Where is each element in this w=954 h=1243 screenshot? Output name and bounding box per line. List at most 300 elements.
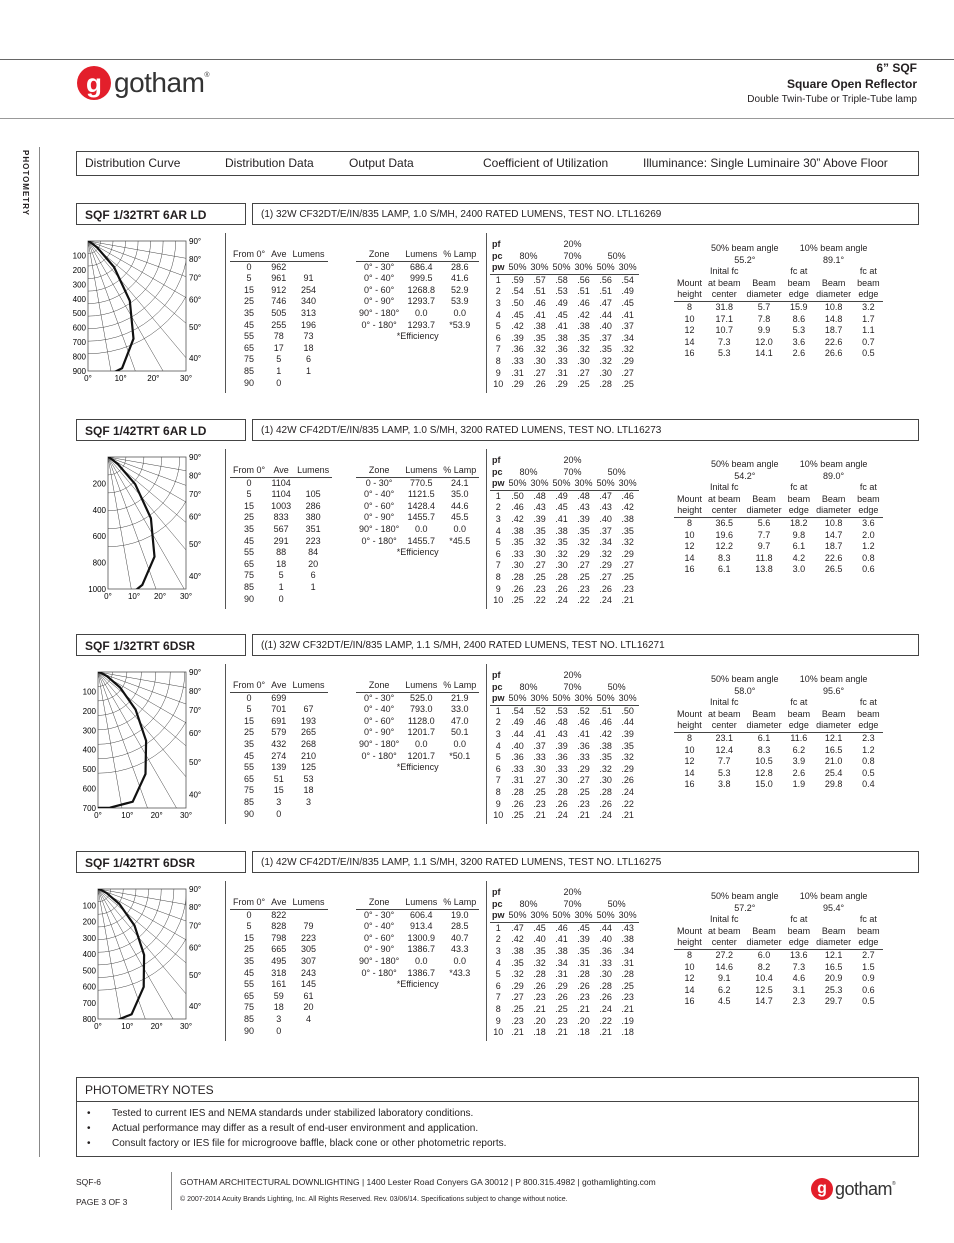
table-cell: .45 bbox=[555, 502, 568, 513]
table-cell: 4 bbox=[495, 740, 501, 751]
distribution-table bbox=[230, 465, 332, 605]
cu-label: pf bbox=[492, 887, 501, 897]
notes-title: PHOTOMETRY NOTES bbox=[77, 1078, 918, 1102]
table-row bbox=[490, 1004, 639, 1016]
section-title: SQF 1/42TRT 6DSR bbox=[76, 851, 246, 873]
table-cell: 4 bbox=[305, 1013, 311, 1024]
table-cell: .25 bbox=[511, 1003, 524, 1014]
table-row bbox=[356, 273, 479, 285]
table-cell: 193 bbox=[300, 715, 316, 726]
table-row bbox=[230, 285, 328, 297]
table-cell: 999.5 bbox=[409, 273, 433, 284]
table-cell: 5 bbox=[246, 489, 252, 500]
table-cell: 7 bbox=[495, 992, 501, 1003]
angle-label: 90° bbox=[189, 237, 202, 246]
table-cell: 5.3 bbox=[718, 348, 731, 359]
table-cell: 318 bbox=[271, 967, 287, 978]
table-cell: .26 bbox=[533, 379, 546, 390]
radial-label: 700 bbox=[82, 998, 96, 1008]
column-header: Lumens bbox=[402, 249, 440, 261]
table-cell: .29 bbox=[511, 980, 524, 991]
table-cell: 223 bbox=[305, 535, 321, 546]
table-row bbox=[230, 921, 328, 933]
table-row bbox=[490, 526, 639, 538]
table-cell: 5 bbox=[278, 570, 284, 581]
column-header: Zone bbox=[356, 249, 402, 261]
ill-header-2 bbox=[674, 494, 883, 506]
candela-curve bbox=[98, 889, 144, 1023]
table-cell: .41 bbox=[555, 321, 568, 332]
table-cell: .32 bbox=[621, 752, 634, 763]
table-cell: 12.5 bbox=[755, 984, 773, 995]
table-cell: 8 bbox=[495, 355, 501, 366]
column-header: diameter bbox=[744, 505, 785, 517]
table-cell: .33 bbox=[599, 957, 612, 968]
table-cell: .38 bbox=[511, 525, 524, 536]
cu-pw-value: 30% bbox=[573, 693, 595, 705]
table-cell: 5 bbox=[495, 969, 501, 980]
column-header: height bbox=[674, 505, 705, 517]
cu-pw-value: 50% bbox=[551, 262, 573, 274]
table-row bbox=[490, 775, 639, 787]
column-header: fc at bbox=[859, 697, 877, 708]
table-cell: 210 bbox=[300, 750, 316, 761]
cu-pw-value: 30% bbox=[573, 262, 595, 274]
table-cell: .25 bbox=[511, 810, 524, 821]
table-cell: .21 bbox=[577, 1003, 590, 1014]
table-cell: 961 bbox=[271, 273, 287, 284]
ill-header-3 bbox=[674, 505, 883, 517]
efficiency-note: *Efficiency bbox=[396, 547, 439, 558]
beam-angle-value: 95.4° bbox=[823, 902, 845, 913]
table-cell: 5 bbox=[495, 752, 501, 763]
table-cell: 0° - 60° bbox=[364, 715, 395, 726]
table-row bbox=[230, 933, 328, 945]
table-cell: .49 bbox=[555, 490, 568, 501]
beam-angle-label: 10% beam angle bbox=[799, 459, 868, 469]
table-cell: 28.5 bbox=[451, 921, 469, 932]
angle-label: 10° bbox=[121, 811, 134, 820]
table-cell: .28 bbox=[555, 571, 568, 582]
table-row bbox=[356, 727, 479, 739]
table-cell: .32 bbox=[533, 957, 546, 968]
angle-label: 70° bbox=[189, 273, 202, 283]
table-cell: .48 bbox=[577, 490, 590, 501]
angle-label: 60° bbox=[189, 943, 202, 953]
table-cell: .40 bbox=[511, 740, 524, 751]
table-cell: 5 bbox=[495, 321, 501, 332]
table-cell: 25.3 bbox=[824, 984, 843, 995]
table-cell: 0° - 90° bbox=[364, 512, 395, 523]
table-cell: 19.0 bbox=[451, 909, 469, 920]
table-cell: 45 bbox=[244, 319, 255, 330]
table-cell: .42 bbox=[511, 513, 524, 524]
table-cell: .45 bbox=[533, 922, 546, 933]
table-cell: 1386.7 bbox=[407, 944, 436, 955]
angle-label: 30° bbox=[179, 374, 193, 383]
table-row bbox=[230, 343, 328, 355]
table-cell: .41 bbox=[577, 728, 590, 739]
table-cell: 3 bbox=[276, 796, 282, 807]
table-cell: .40 bbox=[533, 934, 546, 945]
table-cell: .34 bbox=[599, 537, 612, 548]
table-cell: .23 bbox=[511, 1015, 524, 1026]
table-row bbox=[674, 337, 883, 349]
table-row bbox=[356, 501, 479, 513]
table-cell: .39 bbox=[533, 513, 546, 524]
table-cell: .42 bbox=[577, 309, 590, 320]
table-cell: .35 bbox=[533, 945, 546, 956]
radial-label: 400 bbox=[72, 294, 86, 304]
cu-pc-row bbox=[490, 467, 639, 479]
table-cell: 26.5 bbox=[824, 564, 843, 575]
angle-label: 60° bbox=[189, 512, 202, 522]
table-cell bbox=[289, 261, 327, 273]
angle-label: 20° bbox=[150, 811, 163, 820]
table-row bbox=[674, 949, 883, 961]
table-cell: 40.7 bbox=[451, 932, 469, 943]
table-cell: 3.0 bbox=[792, 564, 806, 575]
side-bar bbox=[0, 147, 40, 1157]
column-header: % Lamp bbox=[440, 465, 479, 477]
table-cell: 23.1 bbox=[715, 732, 734, 743]
table-cell: 0.0 bbox=[414, 955, 428, 966]
column-header: Ave bbox=[268, 249, 289, 261]
table-cell: .32 bbox=[533, 344, 546, 355]
table-cell: 33.0 bbox=[451, 704, 469, 715]
table-cell: .54 bbox=[511, 286, 524, 297]
angle-label: 70° bbox=[189, 921, 202, 931]
table-cell: .35 bbox=[577, 332, 590, 343]
beam-angle-row bbox=[674, 459, 883, 471]
cu-pw-value: 30% bbox=[617, 478, 639, 490]
table-cell: 0 bbox=[246, 261, 252, 272]
column-divider bbox=[486, 233, 487, 393]
table-row bbox=[490, 969, 639, 981]
column-header: Mount bbox=[677, 277, 703, 288]
section-tabs bbox=[76, 151, 919, 176]
cu-pw-value: 30% bbox=[529, 693, 551, 705]
table-cell: .39 bbox=[577, 934, 590, 945]
table-cell: .44 bbox=[599, 922, 612, 933]
table-row bbox=[490, 981, 639, 993]
table-cell: .51 bbox=[599, 286, 612, 297]
table-cell: 5 bbox=[276, 354, 282, 365]
table-cell: .23 bbox=[621, 583, 634, 594]
table-cell: .32 bbox=[533, 537, 546, 548]
table-cell: 90° - 180° bbox=[359, 738, 400, 749]
angle-label: 80° bbox=[189, 255, 202, 265]
table-cell: 14 bbox=[684, 984, 695, 995]
table-cell: .51 bbox=[577, 286, 590, 297]
column-header: beam bbox=[787, 277, 811, 288]
angle-label: 80° bbox=[189, 687, 202, 697]
table-cell: .53 bbox=[555, 705, 568, 716]
table-cell: 35 bbox=[244, 523, 255, 534]
table-cell: .43 bbox=[621, 922, 634, 933]
ill-header-2 bbox=[674, 926, 883, 938]
table-cell: 254 bbox=[300, 284, 316, 295]
table-cell: 18 bbox=[276, 558, 287, 569]
table-cell: 15 bbox=[244, 500, 255, 511]
candela-curve bbox=[108, 457, 155, 603]
cu-pw-row bbox=[490, 910, 639, 922]
table-cell: .41 bbox=[621, 309, 634, 320]
table-cell: 17 bbox=[273, 342, 284, 353]
beam-angle-value: 58.0° bbox=[734, 685, 756, 696]
gotham-g-icon: g bbox=[811, 1178, 833, 1200]
column-header: edge bbox=[854, 289, 883, 301]
table-cell: .25 bbox=[577, 379, 590, 390]
cu-pw-value: 50% bbox=[507, 910, 529, 922]
beam-angle-label: 50% beam angle bbox=[711, 674, 779, 684]
cu-pw-value: 50% bbox=[507, 262, 529, 274]
table-cell: 4.5 bbox=[718, 996, 731, 1007]
column-divider bbox=[225, 664, 226, 824]
cu-pw-value: 50% bbox=[595, 478, 617, 490]
table-cell: 73 bbox=[303, 331, 314, 342]
table-cell bbox=[289, 909, 327, 921]
table-cell: 3.9 bbox=[792, 756, 806, 767]
table-cell: 16.5 bbox=[824, 961, 843, 972]
table-cell: 268 bbox=[300, 738, 316, 749]
table-cell: .50 bbox=[511, 490, 524, 501]
table-row bbox=[490, 379, 639, 391]
table-cell: 19.6 bbox=[715, 529, 734, 540]
footer-page: PAGE 3 OF 3 bbox=[76, 1197, 128, 1207]
table-cell: .30 bbox=[555, 560, 568, 571]
table-cell: 255 bbox=[271, 319, 287, 330]
table-cell: .25 bbox=[533, 571, 546, 582]
table-cell: .36 bbox=[599, 945, 612, 956]
table-row bbox=[490, 560, 639, 572]
table-cell: 18.7 bbox=[824, 541, 843, 552]
table-cell: 0° - 30° bbox=[364, 909, 395, 920]
table-cell: .21 bbox=[533, 810, 546, 821]
table-row bbox=[490, 729, 639, 741]
column-header: diameter bbox=[744, 937, 785, 949]
table-cell: .50 bbox=[511, 297, 524, 308]
table-cell: 0 bbox=[246, 692, 252, 703]
cu-pw-value: 30% bbox=[529, 910, 551, 922]
table-cell: .41 bbox=[533, 309, 546, 320]
table-row bbox=[230, 774, 328, 786]
table-cell: .38 bbox=[555, 945, 568, 956]
table-row bbox=[674, 962, 883, 974]
table-cell: .28 bbox=[511, 786, 524, 797]
table-cell: 10.7 bbox=[715, 325, 734, 336]
table-cell: 0.7 bbox=[862, 336, 875, 347]
table-cell: .20 bbox=[533, 1015, 546, 1026]
polar-frame bbox=[88, 241, 186, 371]
angle-label: 80° bbox=[189, 471, 202, 481]
table-cell: .23 bbox=[533, 798, 546, 809]
angle-label: 0° bbox=[84, 374, 92, 383]
table-cell: 43.3 bbox=[451, 944, 469, 955]
table-row bbox=[674, 553, 883, 565]
table-cell: .31 bbox=[511, 367, 524, 378]
table-cell: .47 bbox=[599, 297, 612, 308]
table-cell: .25 bbox=[511, 595, 524, 606]
column-header: Lumens bbox=[402, 680, 440, 692]
table-cell: *53.9 bbox=[449, 319, 471, 330]
column-header: % Lamp bbox=[440, 680, 479, 692]
radial-label: 300 bbox=[72, 280, 86, 290]
table-cell: 15.0 bbox=[755, 779, 773, 790]
table-cell: .47 bbox=[599, 490, 612, 501]
beam-angle-values bbox=[674, 255, 883, 267]
table-cell: 1.2 bbox=[862, 744, 875, 755]
cu-pw-value: 30% bbox=[573, 478, 595, 490]
angle-label: 50° bbox=[189, 970, 202, 980]
radial-label: 700 bbox=[72, 338, 86, 348]
table-cell: .25 bbox=[577, 786, 590, 797]
table-row bbox=[230, 354, 328, 366]
table-cell: 5.7 bbox=[757, 301, 771, 312]
table-row bbox=[230, 512, 332, 524]
table-cell: 55 bbox=[244, 762, 255, 773]
table-cell: .35 bbox=[511, 537, 524, 548]
table-cell: .31 bbox=[621, 957, 634, 968]
table-cell: 1 bbox=[495, 705, 501, 716]
table-row bbox=[674, 314, 883, 326]
note-item: • Actual performance may differ as a result of end-user environment and application. bbox=[87, 1123, 479, 1134]
table-cell: .32 bbox=[555, 548, 568, 559]
table-row bbox=[490, 298, 639, 310]
table-cell: 1 bbox=[310, 581, 316, 592]
table-cell: 24.1 bbox=[451, 477, 469, 488]
table-cell: .27 bbox=[533, 560, 546, 571]
table-row bbox=[356, 933, 479, 945]
table-row bbox=[230, 524, 332, 536]
table-row bbox=[356, 331, 479, 343]
table-cell bbox=[294, 477, 332, 489]
table-cell: 701 bbox=[271, 704, 287, 715]
table-cell: 45.5 bbox=[451, 512, 469, 523]
table-cell: 90 bbox=[244, 593, 255, 604]
table-cell: 340 bbox=[300, 296, 316, 307]
table-cell: .24 bbox=[555, 595, 568, 606]
column-header: edge bbox=[854, 720, 883, 732]
table-row bbox=[230, 956, 328, 968]
table-row bbox=[230, 968, 328, 980]
angle-label: 90° bbox=[189, 885, 202, 894]
table-cell: 41.6 bbox=[451, 273, 469, 284]
distribution-curve bbox=[76, 881, 226, 1061]
table-cell: 1104 bbox=[271, 477, 291, 488]
table-cell: 90 bbox=[244, 1025, 255, 1036]
radial-label: 200 bbox=[72, 265, 86, 275]
beam-angle-values bbox=[674, 686, 883, 698]
table-cell bbox=[289, 809, 327, 821]
gotham-g-icon: g bbox=[77, 66, 111, 100]
table-cell: 686.4 bbox=[409, 261, 433, 272]
table-cell: .37 bbox=[599, 525, 612, 536]
table-cell: 27.2 bbox=[715, 949, 734, 960]
table-cell: 1128.0 bbox=[407, 715, 435, 726]
table-row bbox=[356, 547, 479, 559]
table-row bbox=[230, 704, 328, 716]
table-cell: .52 bbox=[577, 705, 590, 716]
table-cell: 0.5 bbox=[862, 767, 875, 778]
cu-pc-value: 50% bbox=[607, 898, 626, 909]
table-header bbox=[230, 465, 332, 477]
cu-pc-value: 50% bbox=[607, 250, 626, 261]
tab-output-data: Output Data bbox=[349, 156, 414, 170]
table-row bbox=[674, 745, 883, 757]
angle-label: 40° bbox=[189, 790, 202, 800]
table-row bbox=[230, 762, 328, 774]
table-cell: 913.4 bbox=[409, 921, 433, 932]
table-cell: .30 bbox=[511, 560, 524, 571]
table-cell: .23 bbox=[621, 992, 634, 1003]
table-cell: .46 bbox=[599, 717, 612, 728]
column-header: beam bbox=[857, 277, 880, 288]
table-cell: 912 bbox=[271, 284, 287, 295]
table-row bbox=[230, 692, 328, 704]
table-cell: 1 bbox=[276, 365, 282, 376]
beam-angle-label: 10% beam angle bbox=[799, 243, 868, 253]
section-title: SQF 1/42TRT 6AR LD bbox=[76, 419, 246, 441]
table-cell: .27 bbox=[599, 571, 612, 582]
angle-label: 70° bbox=[189, 706, 202, 716]
table-row bbox=[230, 273, 328, 285]
table-cell: .49 bbox=[511, 717, 524, 728]
table-row bbox=[674, 301, 883, 313]
cu-pc-value: 70% bbox=[563, 250, 582, 261]
table-cell: .35 bbox=[599, 344, 612, 355]
cu-pw-value: 50% bbox=[595, 910, 617, 922]
table-cell: .21 bbox=[533, 1003, 546, 1014]
table-cell: .28 bbox=[599, 786, 612, 797]
table-cell: 84 bbox=[308, 547, 319, 558]
table-cell: .59 bbox=[511, 274, 524, 285]
table-row bbox=[490, 572, 639, 584]
table-cell: 8.2 bbox=[757, 961, 771, 972]
table-cell: .29 bbox=[621, 355, 634, 366]
column-header: Lumens bbox=[402, 897, 440, 909]
table-row bbox=[230, 320, 328, 332]
table-row bbox=[230, 727, 328, 739]
table-cell: 139 bbox=[271, 762, 287, 773]
table-cell: .32 bbox=[621, 344, 634, 355]
ill-header-2 bbox=[674, 278, 883, 290]
table-cell: 0° - 180° bbox=[361, 535, 397, 546]
table-cell: 307 bbox=[300, 955, 316, 966]
table-cell: 0° - 90° bbox=[364, 296, 395, 307]
table-cell: .39 bbox=[511, 332, 524, 343]
table-cell: .35 bbox=[533, 332, 546, 343]
table-row bbox=[356, 716, 479, 728]
table-cell: .45 bbox=[621, 297, 634, 308]
table-cell: .48 bbox=[533, 490, 546, 501]
angle-label: 90° bbox=[189, 453, 202, 462]
table-cell: 6 bbox=[495, 548, 501, 559]
table-cell: 9 bbox=[495, 583, 501, 594]
footer-copyright: © 2007-2014 Acuity Brands Lighting, Inc. All Rights Reserved. Rev. 03/06/14. Specifications subject to change without notice. bbox=[180, 1196, 568, 1203]
column-header: Lumens bbox=[289, 897, 327, 909]
distribution-curve bbox=[76, 664, 226, 844]
photometry-notes bbox=[76, 1077, 919, 1157]
table-row bbox=[230, 809, 328, 821]
table-cell: 79 bbox=[303, 921, 314, 932]
table-cell: 53 bbox=[303, 773, 314, 784]
table-cell: .33 bbox=[555, 355, 568, 366]
brand-name: gotham bbox=[114, 67, 205, 98]
table-cell: 85 bbox=[244, 581, 255, 592]
table-cell: 15.9 bbox=[790, 301, 808, 312]
table-cell: 145 bbox=[300, 979, 316, 990]
